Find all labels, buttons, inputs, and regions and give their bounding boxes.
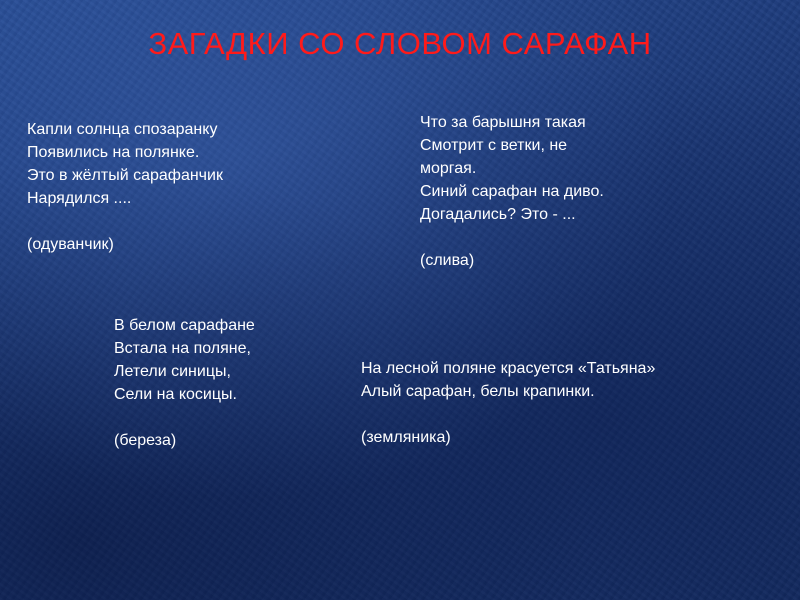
riddle-line: Это в жёлтый сарафанчик: [27, 167, 223, 184]
slide-title: ЗАГАДКИ СО СЛОВОМ САРАФАН: [148, 26, 652, 61]
riddle-dandelion: [27, 118, 223, 256]
riddle-line: Догадались? Это - ...: [420, 206, 576, 223]
riddle-plum: [420, 111, 604, 272]
riddle-line: Встала на поляне,: [114, 340, 251, 357]
riddle-line: Появились на полянке.: [27, 144, 200, 161]
riddle-answer: (слива): [420, 252, 475, 269]
riddle-line: Капли солнца спозаранку: [27, 121, 218, 138]
riddle-answer: (береза): [114, 432, 177, 449]
riddle-line: Сели на косицы.: [114, 386, 237, 403]
riddle-line: Летели синицы,: [114, 363, 231, 380]
riddle-line: В белом сарафане: [114, 317, 255, 334]
riddle-line: Алый сарафан, белы крапинки.: [361, 383, 595, 400]
riddle-birch: [114, 314, 255, 452]
riddle-answer: (одуванчик): [27, 236, 114, 253]
riddle-line: Синий сарафан на диво.: [420, 183, 604, 200]
riddle-answer: (земляника): [361, 429, 451, 446]
riddle-line: Нарядился ....: [27, 190, 132, 207]
riddle-line: Смотрит с ветки, не: [420, 137, 568, 154]
riddle-line: Что за барышня такая: [420, 114, 586, 131]
riddle-line: На лесной поляне красуется «Татьяна»: [361, 360, 656, 377]
riddle-strawberry: [361, 357, 655, 449]
riddle-line: моргая.: [420, 160, 477, 177]
